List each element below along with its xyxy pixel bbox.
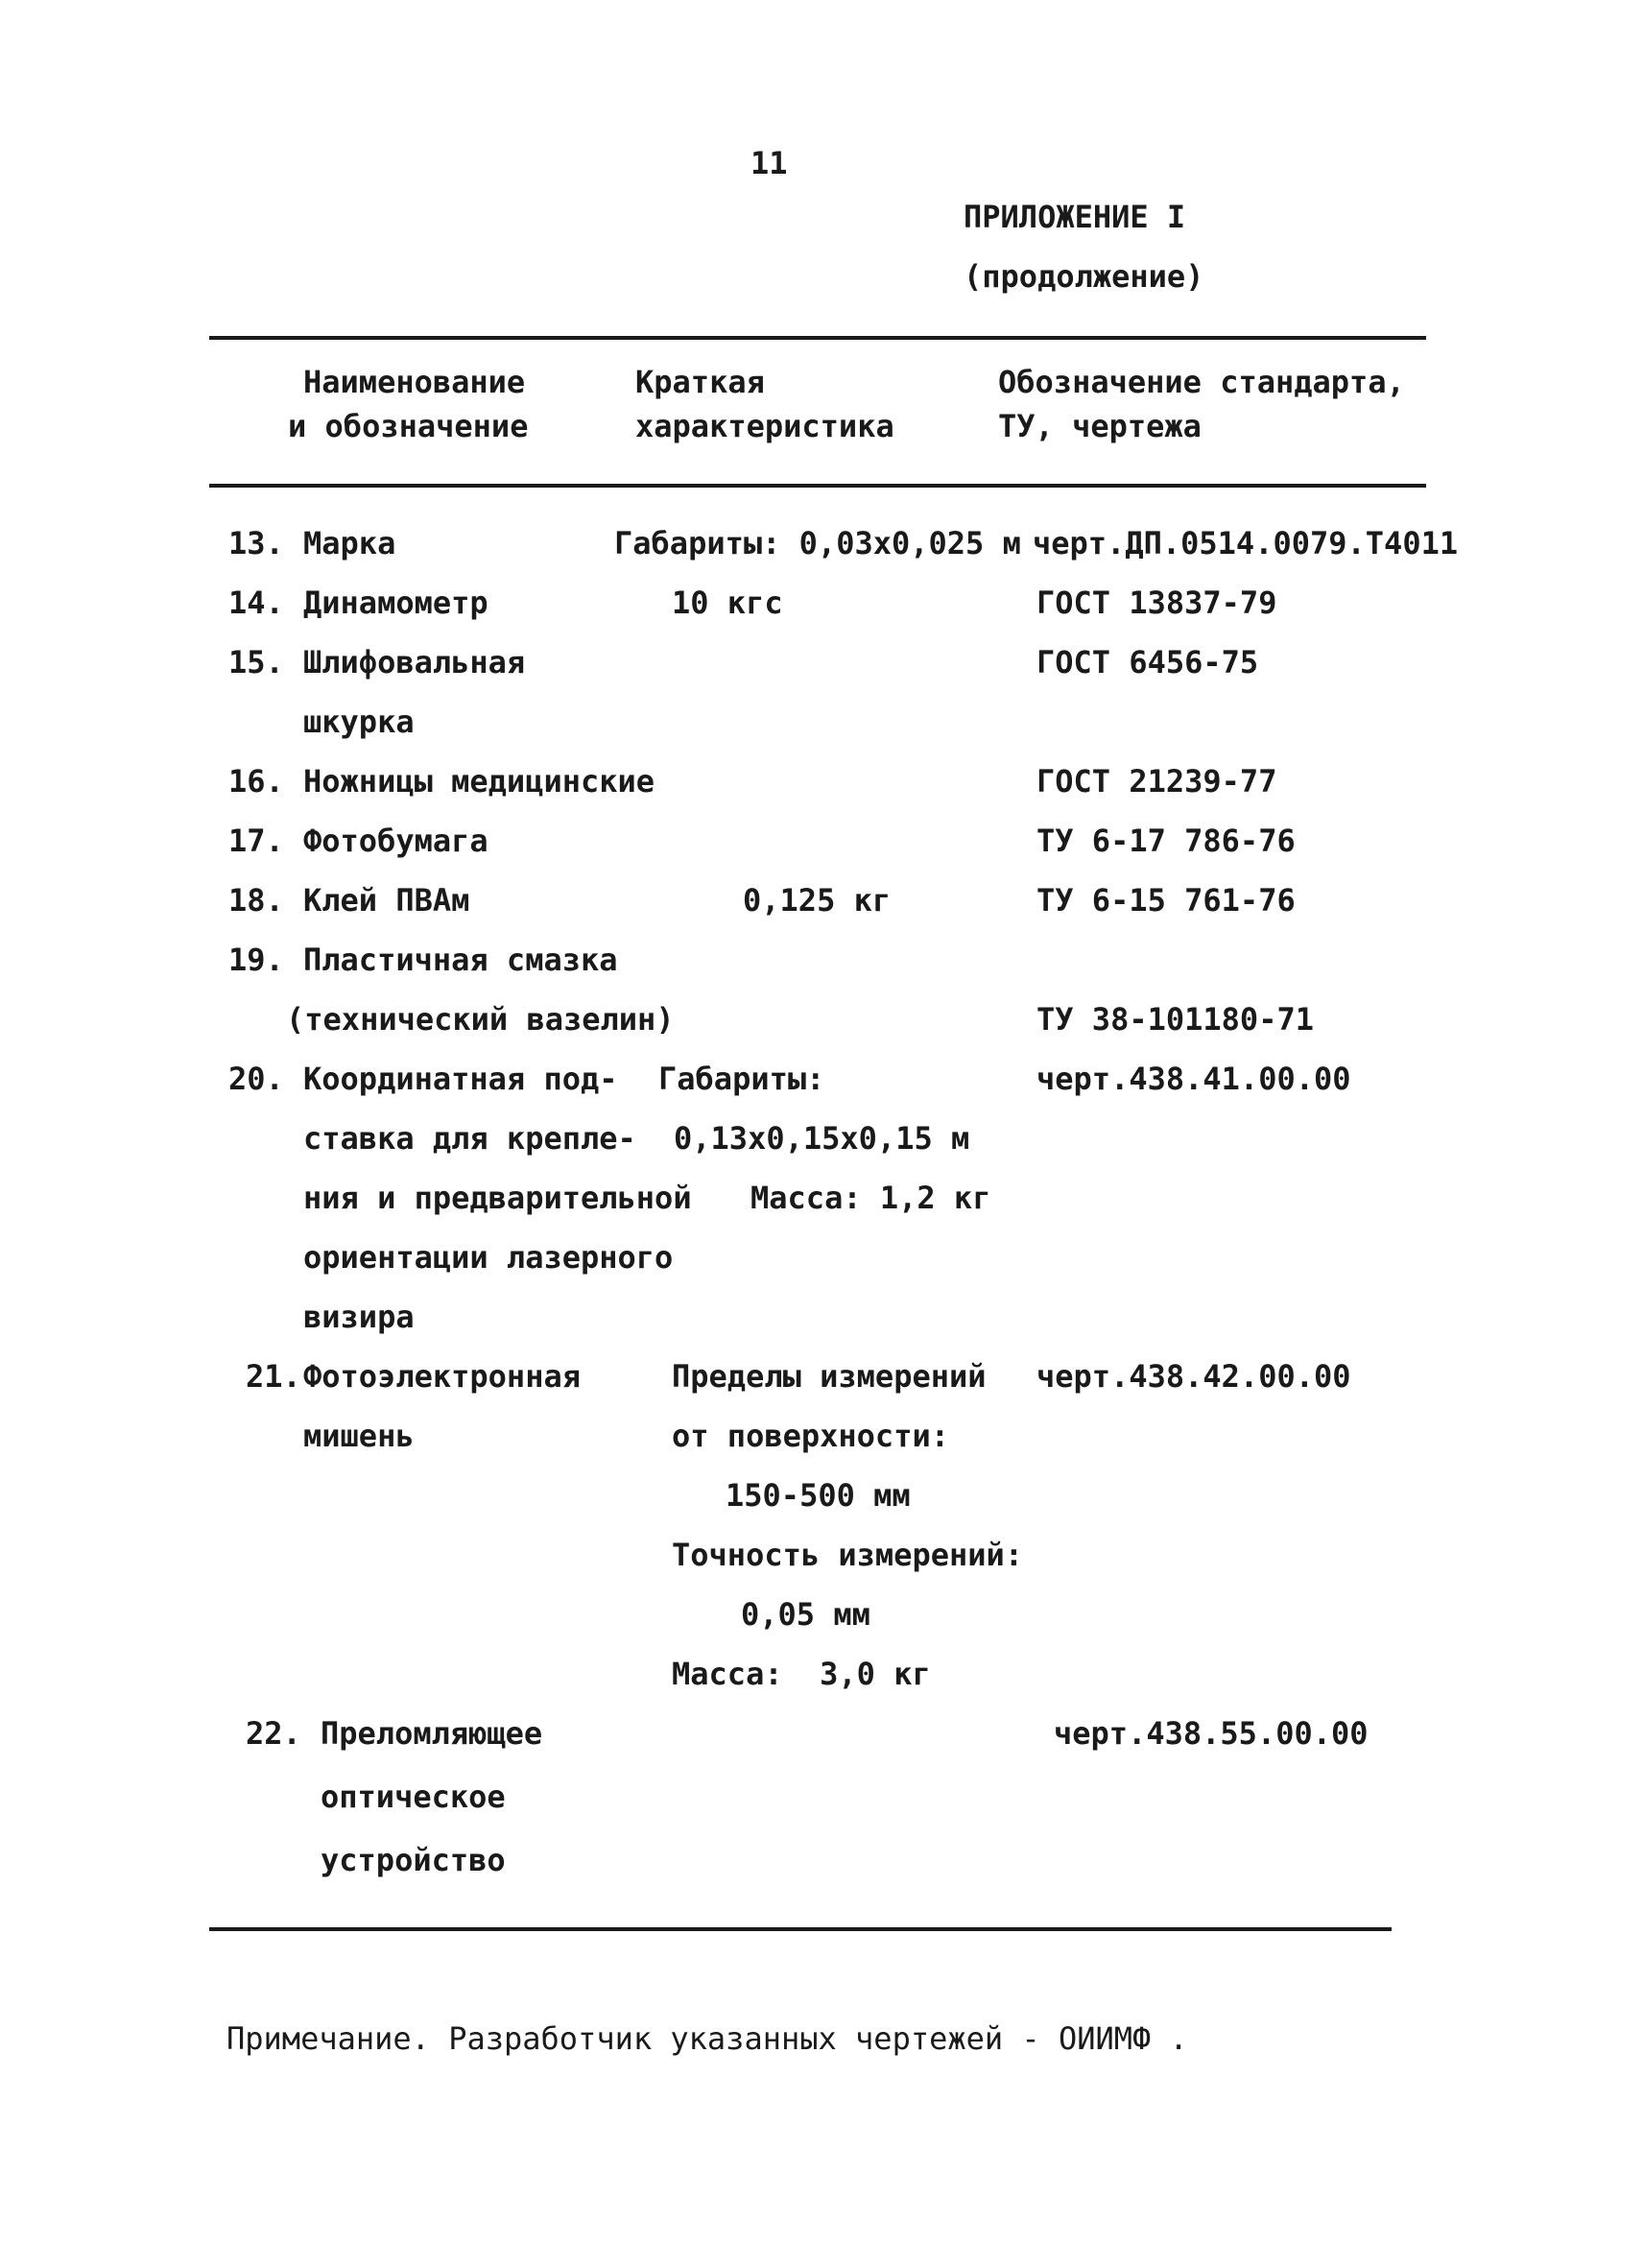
row-standard: ТУ 6-15 761-76 (1036, 882, 1296, 919)
header-std-line1: Обозначение стандарта, (998, 364, 1405, 400)
row-name: мишень (303, 1418, 415, 1454)
row-characteristic: Габариты: (658, 1061, 825, 1097)
row-number: 16. (228, 763, 284, 800)
row-standard: черт.ДП.0514.0079.Т4011 (1033, 525, 1459, 561)
header-char-line2: характеристика (635, 408, 894, 444)
row-standard: черт.438.55.00.00 (1054, 1715, 1369, 1752)
row-standard: черт.438.41.00.00 (1036, 1061, 1351, 1097)
row-characteristic: 150-500 мм (726, 1477, 911, 1514)
row-characteristic: от поверхности: (672, 1418, 949, 1454)
header-name-line1: Наименование (303, 364, 526, 400)
row-name: Динамометр (303, 585, 488, 621)
row-number: 19. (228, 942, 284, 978)
header-std-line2: ТУ, чертежа (998, 408, 1202, 444)
row-number: 21. (246, 1358, 301, 1395)
footnote: Примечание. Разработчик указанных чертежей - ОИИМФ . (226, 2020, 1188, 2057)
row-standard: ТУ 6-17 786-76 (1036, 823, 1296, 859)
row-characteristic: Габариты: 0,03х0,025 м (614, 525, 1021, 561)
row-name: Фотобумага (303, 823, 488, 859)
row-characteristic: Масса: 1,2 кг (750, 1180, 991, 1216)
page-number: 11 (750, 145, 788, 181)
row-name: оптическое (321, 1779, 506, 1815)
row-characteristic: 10 кгс (672, 585, 783, 621)
row-name: Ножницы медицинские (303, 763, 655, 800)
row-name: Фотоэлектронная (303, 1358, 581, 1395)
row-name: визира (303, 1299, 415, 1335)
header-name-line2: и обозначение (288, 408, 529, 444)
row-characteristic: Точность измерений: (672, 1537, 1024, 1573)
row-name: Координатная под- (303, 1061, 618, 1097)
row-characteristic: Масса: 3,0 кг (672, 1656, 931, 1692)
row-number: 17. (228, 823, 284, 859)
row-name: Преломляющее (321, 1715, 543, 1752)
row-name: (технический вазелин) (286, 1001, 675, 1038)
row-characteristic: 0,13х0,15х0,15 м (674, 1120, 970, 1157)
table-top-rule (209, 336, 1426, 340)
row-characteristic: 0,05 мм (741, 1596, 870, 1633)
row-name: устройство (321, 1842, 506, 1878)
row-name: ставка для крепле- (303, 1120, 636, 1157)
appendix-subtitle: (продолжение) (964, 258, 1204, 295)
row-number: 20. (228, 1061, 284, 1097)
row-number: 18. (228, 882, 284, 919)
row-name: Шлифовальная (303, 644, 526, 680)
row-name: Пластичная смазка (303, 942, 618, 978)
row-standard: черт.438.42.00.00 (1036, 1358, 1351, 1395)
row-number: 13. (228, 525, 284, 561)
table-bottom-rule (209, 1927, 1392, 1931)
header-char-line1: Краткая (635, 364, 765, 400)
appendix-title: ПРИЛОЖЕНИЕ I (964, 199, 1186, 235)
row-characteristic: 0,125 кг (743, 882, 892, 919)
row-standard: ГОСТ 13837-79 (1036, 585, 1277, 621)
row-name: Марка (303, 525, 396, 561)
row-number: 22. (246, 1715, 301, 1752)
row-name: Клей ПВАм (303, 882, 470, 919)
row-name: ния и предварительной (303, 1180, 692, 1216)
row-characteristic: Пределы измерений (672, 1358, 987, 1395)
row-name: ориентации лазерного (303, 1239, 674, 1276)
row-standard: ГОСТ 6456-75 (1036, 644, 1259, 680)
row-number: 14. (228, 585, 284, 621)
row-number: 15. (228, 644, 284, 680)
row-standard: ТУ 38-101180-71 (1036, 1001, 1314, 1038)
row-standard: ГОСТ 21239-77 (1036, 763, 1277, 800)
header-bottom-rule (209, 484, 1426, 488)
row-name: шкурка (303, 704, 415, 740)
